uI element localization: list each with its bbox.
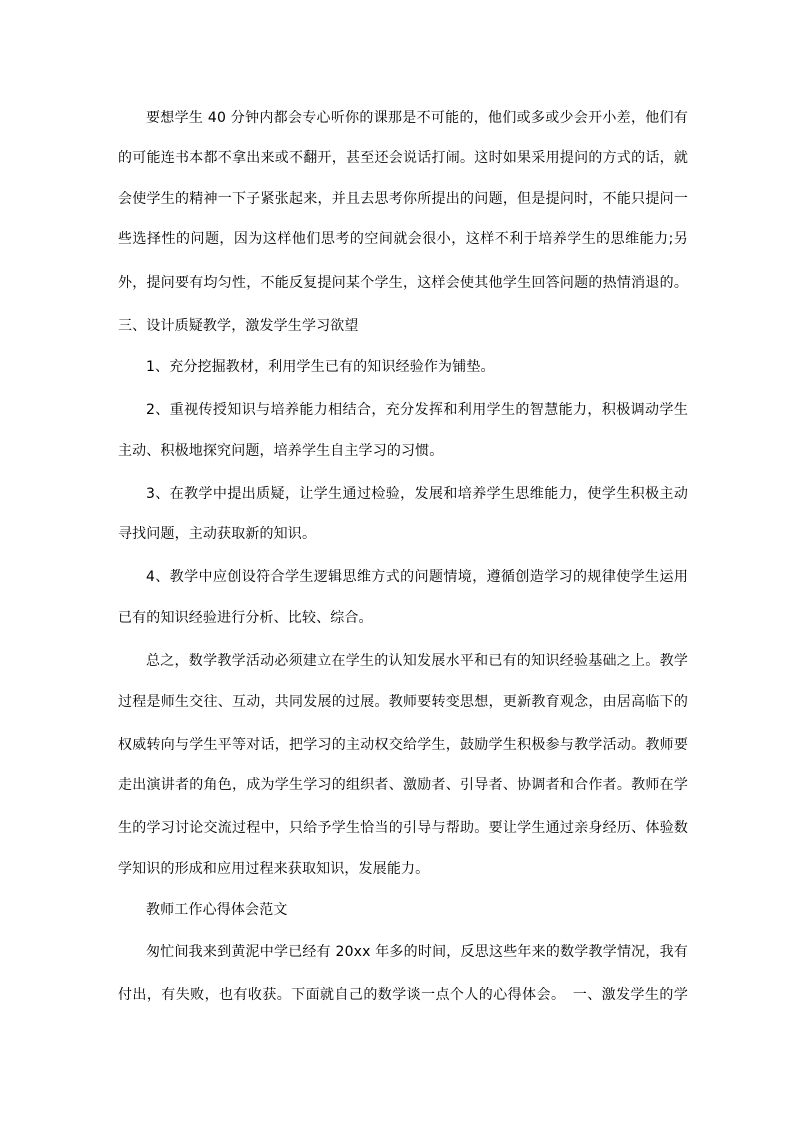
paragraph-line: 外，提问要有均匀性，不能反复提问某个学生，这样会使其他学生回答问题的热情消退的。 — [118, 275, 688, 291]
section-title: 教师工作心得体会范文 — [146, 902, 288, 918]
paragraph-line: 过程是师生交往、互动，共同发展的过展。教师要转变思想，更新教育观念，由居高临下的 — [118, 694, 688, 710]
list-item: 3、在教学中提出质疑，让学生通过检验，发展和培养学生思维能力，使学生积极主动 — [146, 486, 688, 502]
paragraph-line: 权威转向与学生平等对话，把学习的主动权交给学生，鼓励学生积极参与教学活动。教师要 — [118, 737, 688, 753]
list-item: 1、充分挖掘教材，利用学生已有的知识经验作为铺垫。 — [146, 359, 495, 375]
paragraph-line: 匆忙间我来到黄泥中学已经有 20xx 年多的时间，反思这些年来的数学教学情况，我有 — [146, 944, 688, 960]
list-item: 4、教学中应创设符合学生逻辑思维方式的问题情境，遵循创造学习的规律使学生运用 — [146, 569, 688, 585]
paragraph-line: 主动、积极地探究问题，培养学生自主学习的习惯。 — [118, 443, 444, 459]
paragraph-line: 已有的知识经验进行分析、比较、综合。 — [118, 610, 373, 626]
paragraph-line: 付出，有失败，也有收获。下面就自己的数学谈一点个人的心得体会。 一、激发学生的学 — [118, 987, 688, 1003]
section-heading: 三、设计质疑教学，激发学生学习欲望 — [118, 318, 359, 334]
paragraph-line: 的可能连书本都不拿出来或不翻开，甚至还会说话打闹。这时如果采用提问的方式的话，就 — [118, 150, 688, 166]
paragraph-line: 会使学生的精神一下子紧张起来，并且去思考你所提出的问题，但是提问时，不能只提问一 — [118, 191, 688, 207]
list-item: 2、重视传授知识与培养能力相结合，充分发挥和利用学生的智慧能力，积极调动学生 — [146, 402, 688, 418]
paragraph-line: 寻找问题，主动获取新的知识。 — [118, 526, 317, 542]
paragraph-line: 走出演讲者的角色，成为学生学习的组织者、激励者、引导者、协调者和合作者。教师在学 — [118, 777, 688, 793]
paragraph-line: 总之，数学教学活动必须建立在学生的认知发展水平和已有的知识经验基础之上。教学 — [146, 653, 688, 669]
paragraph-line: 些选择性的问题，因为这样他们思考的空间就会很小，这样不利于培养学生的思维能力;另 — [118, 231, 688, 247]
paragraph-line: 学知识的形成和应用过程来获取知识，发展能力。 — [118, 861, 430, 877]
paragraph-line: 要想学生 40 分钟内都会专心听你的课那是不可能的，他们或多或少会开小差，他们有 — [146, 110, 688, 126]
paragraph-line: 生的学习讨论交流过程中，只给予学生恰当的引导与帮助。要让学生通过亲身经历、体验数 — [118, 820, 688, 836]
